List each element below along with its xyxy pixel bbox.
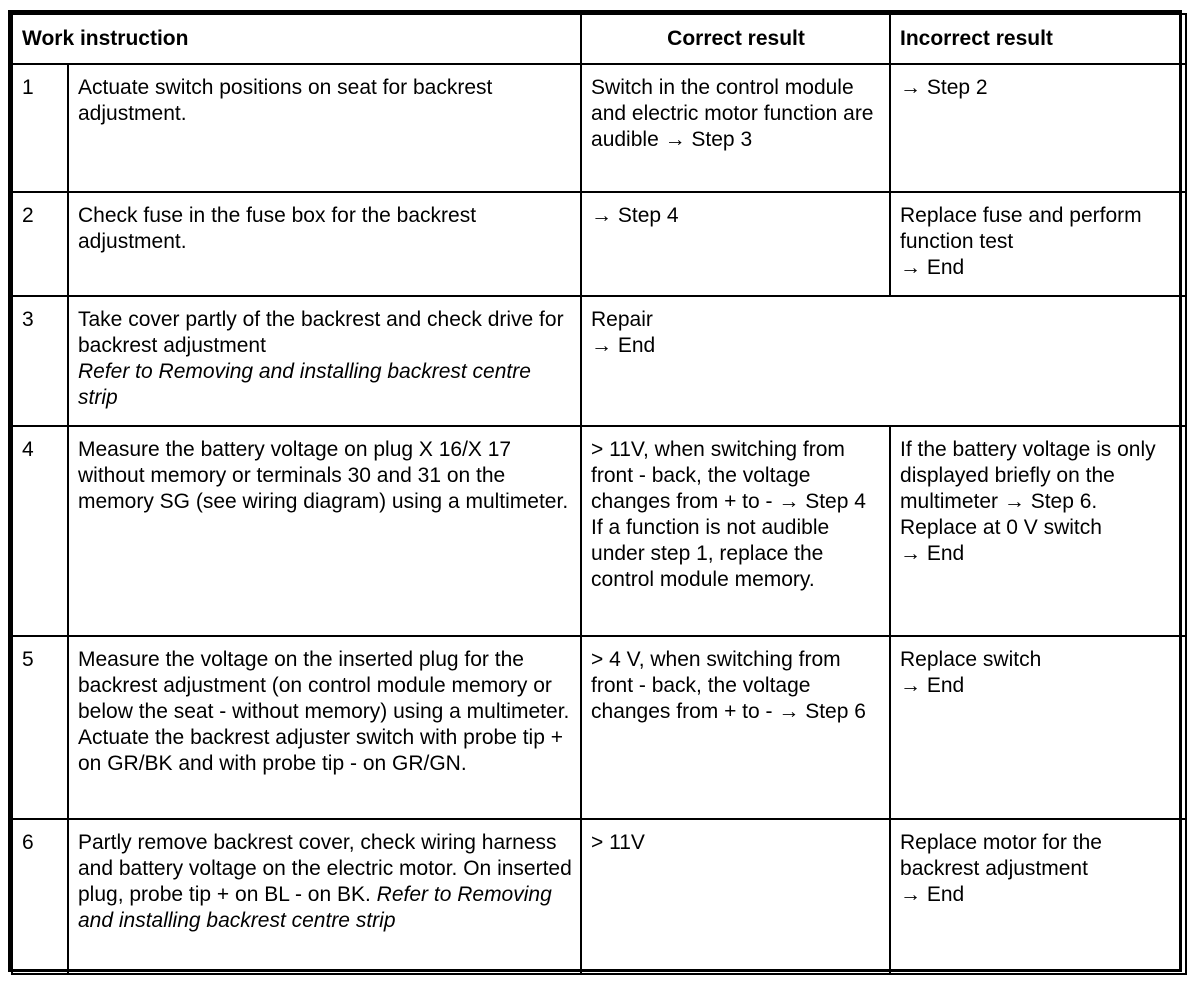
incorrect-result bbox=[890, 192, 1186, 296]
incorrect-result-line: → End bbox=[900, 542, 965, 565]
refer-link[interactable]: Removing and installing backrest centre strip bbox=[78, 883, 552, 932]
table-row bbox=[12, 64, 1186, 192]
step-number: 1 bbox=[12, 64, 68, 192]
step-instruction bbox=[68, 296, 581, 426]
incorrect-result-line: Replace fuse and perform function test bbox=[900, 204, 1142, 253]
table-row bbox=[12, 192, 1186, 296]
header-work-instruction: Work instruction bbox=[12, 14, 581, 64]
header-incorrect-result: Incorrect result bbox=[890, 14, 1186, 64]
correct-result bbox=[581, 426, 890, 636]
incorrect-result bbox=[890, 819, 1186, 974]
table-row bbox=[12, 819, 1186, 974]
incorrect-result-line: → End bbox=[900, 674, 965, 697]
incorrect-result-line: If the battery voltage is only displayed briefly on the multimeter → Step 6. bbox=[900, 438, 1156, 513]
incorrect-result-line: → End bbox=[900, 883, 965, 906]
correct-result-line: Repair bbox=[591, 308, 653, 331]
step-number: 2 bbox=[12, 192, 68, 296]
incorrect-result-line: → End bbox=[900, 256, 965, 279]
correct-result bbox=[581, 296, 1186, 426]
table-row bbox=[12, 636, 1186, 819]
incorrect-result-line: Replace at 0 V switch bbox=[900, 516, 1102, 539]
work-instruction-table bbox=[11, 13, 1187, 975]
step-number: 4 bbox=[12, 426, 68, 636]
correct-result: > 11V bbox=[581, 819, 890, 974]
incorrect-result-line: Replace motor for the backrest adjustment bbox=[900, 831, 1102, 880]
table-header-row bbox=[12, 14, 1186, 64]
step-instruction: Actuate switch positions on seat for backrest adjustment. bbox=[68, 64, 581, 192]
step-instruction: Measure the voltage on the inserted plug for the backrest adjustment (on control module memory or below the seat - without memory) using a multimeter. Actuate the backrest adjuster switch with probe tip + on GR/BK and with probe tip - on GR/GN. bbox=[68, 636, 581, 819]
header-correct-result: Correct result bbox=[581, 14, 890, 64]
step-number: 5 bbox=[12, 636, 68, 819]
refer-prefix: Refer to bbox=[78, 360, 159, 383]
correct-result: > 4 V, when switching from front - back, the voltage changes from + to - → Step 6 bbox=[581, 636, 890, 819]
refer-link[interactable]: Removing and installing backrest centre strip bbox=[78, 360, 531, 409]
incorrect-result bbox=[890, 636, 1186, 819]
instruction-text: Take cover partly of the backrest and check drive for backrest adjustment bbox=[78, 308, 564, 357]
refer-line bbox=[78, 359, 572, 411]
correct-result-line: If a function is not audible under step 1, replace the control module memory. bbox=[591, 516, 830, 591]
incorrect-result-line: Replace switch bbox=[900, 648, 1042, 671]
table-row bbox=[12, 426, 1186, 636]
correct-result-line: > 11V, when switching from front - back, the voltage changes from + to - → Step 4 bbox=[591, 438, 866, 513]
step-number: 3 bbox=[12, 296, 68, 426]
correct-result: → Step 4 bbox=[581, 192, 890, 296]
correct-result: Switch in the control module and electric motor function are audible → Step 3 bbox=[581, 64, 890, 192]
step-instruction: Check fuse in the fuse box for the backrest adjustment. bbox=[68, 192, 581, 296]
instruction-text: Partly remove backrest cover, check wiring harness and battery voltage on the electric motor. On inserted plug, probe tip + on BL - on BK. bbox=[78, 831, 572, 906]
step-instruction bbox=[68, 819, 581, 974]
table-row bbox=[12, 296, 1186, 426]
incorrect-result: → Step 2 bbox=[890, 64, 1186, 192]
correct-result-line: → End bbox=[591, 334, 656, 357]
step-instruction: Measure the battery voltage on plug X 16/X 17 without memory or terminals 30 and 31 on the memory SG (see wiring diagram) using a multimeter. bbox=[68, 426, 581, 636]
incorrect-result bbox=[890, 426, 1186, 636]
refer-prefix: Refer to bbox=[376, 883, 458, 906]
work-instruction-table-frame bbox=[8, 10, 1182, 972]
step-number: 6 bbox=[12, 819, 68, 974]
